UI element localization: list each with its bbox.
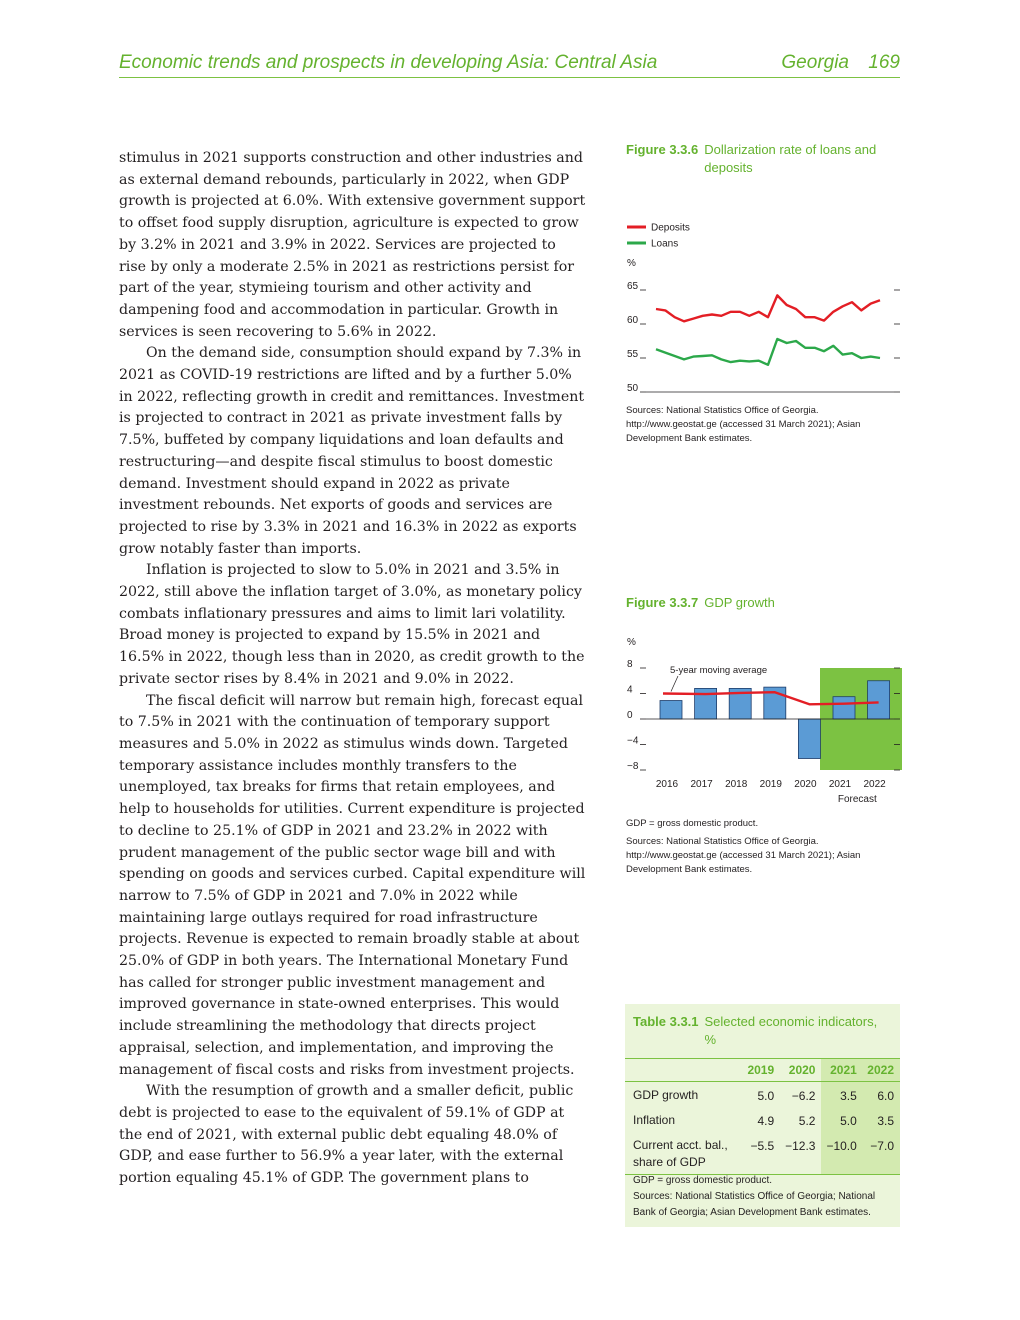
table-note: GDP = gross domestic product. — [633, 1175, 773, 1186]
table-row — [625, 1107, 900, 1132]
figure-title — [626, 594, 902, 612]
figure-sources: Sources: National Statistics Office of Georgia. http://www.geostat.ge (accessed 31 March 2021); Asian Development Bank estimates. — [626, 405, 861, 444]
y-tick-label: −8 — [627, 761, 639, 772]
loans-line — [656, 339, 880, 365]
paragraph: The fiscal deficit will narrow but remain high, forecast equal to 7.5% in 2021 with the continuation of temporary support measures and 5.0% in 2022 as stimulus winds down. Targeted temporary assistance includes monthly transfers to the unemployed, tax breaks for firms that retain employees, and help to households for utilities. Current expenditure is projected to decline to 25.1% of GDP in 2021 and 23.2% in 2022 with prudent management of the public sector wage bill and with spending on goods and services curbed. Capital expenditure will narrow to 7.5% of GDP in 2021 and 7.0% in 2022 while maintaining large outlays required for road infrastructure projects. Revenue is expected to remain broadly stable at about 25.0% of GDP in both years. The International Monetary Fund has called for stronger public investment management and improved governance in state-owned enterprises. This would include streamlining the methodology that directs project appraisal, selection, and implementation, and improving the management of fiscal costs and risks from investment projects. — [119, 692, 586, 1078]
figure-caption: Dollarization rate of loans and deposits — [704, 142, 877, 175]
table-cell: 4.9 — [757, 1113, 775, 1128]
row-label: GDP growth — [633, 1088, 699, 1102]
row-label: Inflation — [633, 1112, 676, 1127]
figure-caption: GDP growth — [704, 595, 775, 610]
y-tick-label: −4 — [627, 735, 639, 747]
table-cell: 5.0 — [821, 1107, 862, 1132]
table-cell: 5.0 — [757, 1089, 775, 1103]
table-caption: Selected economic indicators, % — [704, 1014, 878, 1047]
column-header: 2019 — [747, 1063, 775, 1077]
page-number: 169 — [868, 52, 900, 73]
table-title — [633, 1013, 892, 1049]
figure-gdp-growth — [626, 594, 902, 877]
x-tick-label: 2022 — [863, 779, 886, 790]
indicators-table — [625, 1058, 900, 1175]
forecast-label: Forecast — [837, 794, 877, 805]
moving-average-annotation: 5-year moving average — [670, 665, 768, 676]
y-tick-label: 8 — [627, 659, 633, 670]
figure-number: Figure 3.3.6 — [626, 142, 699, 157]
gdp-bar — [833, 697, 855, 719]
table-cell: 5.2 — [798, 1113, 816, 1128]
x-tick-label: 2021 — [828, 779, 852, 790]
table-selected-indicators — [625, 1004, 900, 1227]
header-right — [767, 52, 900, 74]
table-row — [625, 1082, 900, 1107]
paragraph: On the demand side, consumption should expand by 7.3% in 2021 as COVID-19 restrictions are lifted and by a further 5.0% in 2022, reflecting growth in credit and remittances. Investment is projected to contract in 2021 as private investment falls by 7.5%, buffeted by company liquidations and loan defaults and restructuring—and despite fiscal stimulus to boost domestic demand. Investment should expand in 2022 as private investment rebounds. Net exports of goods and services are projected to rise by 3.3% in 2021 and 16.3% in 2022 as exports grow notably faster than imports. — [119, 345, 585, 557]
x-tick-label: 2019 — [759, 779, 782, 790]
table-header-row — [625, 1059, 900, 1082]
column-header: 2021 — [821, 1059, 862, 1082]
gdp-bar — [660, 701, 682, 719]
annotation-leader — [671, 676, 678, 692]
dollarization-chart — [626, 177, 902, 399]
y-tick-label: 0 — [627, 710, 633, 721]
y-tick-label: 60 — [627, 315, 639, 326]
paragraph: Inflation is projected to slow to 5.0% in 2021 and 3.5% in 2022, still above the inflation target of 3.0%, as monetary policy combats inflationary pressures and aims to limit lari volatility. Broad money is projected to expand by 15.5% in 2021 and 16.5% in 2022, though less than in 2020, as credit growth to the private sector rises by 8.4% in 2021 and 9.0% in 2022. — [119, 562, 585, 687]
y-tick-label: 65 — [627, 281, 639, 292]
table-cell: −6.2 — [791, 1089, 816, 1103]
table-cell: −7.0 — [863, 1132, 900, 1175]
table-cell: −12.3 — [785, 1138, 816, 1153]
legend-label: Loans — [651, 238, 679, 250]
body-text — [119, 148, 587, 1190]
gdp-bar — [798, 719, 820, 759]
figure-number: Figure 3.3.7 — [626, 595, 699, 610]
gdp-bar — [868, 681, 890, 719]
table-number: Table 3.3.1 — [633, 1014, 699, 1029]
y-axis-unit: % — [627, 637, 636, 648]
table-sources: Sources: National Statistics Office of Georgia; National Bank of Georgia; Asian Development Bank estimates. — [633, 1191, 876, 1218]
x-tick-label: 2016 — [655, 779, 679, 790]
table-notes — [633, 1173, 894, 1221]
x-tick-label: 2017 — [690, 779, 713, 790]
running-header — [119, 52, 900, 78]
x-tick-label: 2020 — [794, 779, 817, 790]
figure-note: GDP = gross domestic product. — [626, 818, 759, 829]
table-cell: 3.5 — [863, 1107, 900, 1132]
figure-sources: Sources: National Statistics Office of Georgia. http://www.geostat.ge (accessed 31 March 2021); Asian Development Bank estimates. — [626, 836, 861, 875]
table-row — [625, 1132, 900, 1175]
y-tick-label: 50 — [627, 383, 639, 394]
row-label: Current acct. bal., share of GDP — [633, 1137, 728, 1169]
x-tick-label: 2018 — [725, 779, 748, 790]
table-cell: −10.0 — [821, 1132, 862, 1175]
table-cell: −5.5 — [750, 1138, 775, 1153]
table-cell: 3.5 — [821, 1082, 862, 1107]
y-tick-label: 4 — [627, 684, 633, 696]
figure-title — [626, 141, 902, 177]
paragraph: With the resumption of growth and a smaller deficit, public debt is projected to ease to the equivalent of 59.1% of GDP at the end of 2021, with external public debt equaling 48.0% of GDP, and ease further to 56.9% a year later, with the external portion equaling 45.1% of GDP. The government plans to — [119, 1083, 574, 1187]
y-axis-unit: % — [627, 258, 636, 269]
deposits-line — [656, 295, 880, 321]
table-cell: 6.0 — [863, 1082, 900, 1107]
gdp-growth-chart — [626, 612, 902, 812]
section-title: Economic trends and prospects in developing Asia: Central Asia — [119, 52, 658, 73]
column-header: 2020 — [788, 1063, 816, 1077]
paragraph: stimulus in 2021 supports construction and other industries and as external demand rebounds, particularly in 2022, when GDP growth is projected at 6.0%. With extensive government support to offset food supply disruption, agriculture is expected to grow by 3.2% in 2021 and 3.9% in 2022. Services are projected to rise by only a moderate 2.5% in 2021 as restrictions persist for part of the year, stymieing tourism and other activity and dampening food and accommodation in particular. Growth in services is seen recovering to 5.6% in 2022. — [119, 150, 586, 340]
y-tick-label: 55 — [627, 349, 639, 360]
country-name: Georgia — [781, 52, 850, 73]
figure-dollarization — [626, 141, 902, 446]
column-header: 2022 — [863, 1059, 900, 1082]
legend-label: Deposits — [651, 222, 690, 234]
